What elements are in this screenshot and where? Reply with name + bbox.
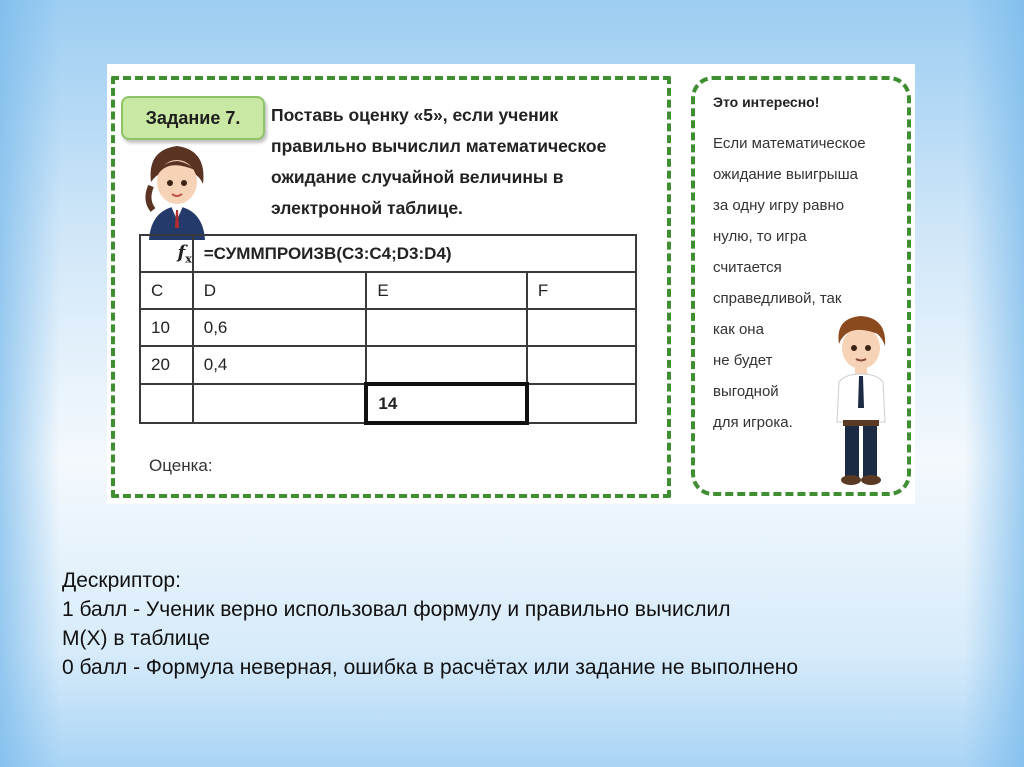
girl-illustration (137, 140, 217, 240)
info-line: как она (713, 321, 764, 338)
fx-icon: $f_x$ (140, 235, 193, 272)
table-cell: 0,4 (193, 346, 367, 384)
table-cell (527, 384, 636, 423)
slide-image-card (107, 64, 915, 504)
info-line: для игрока. (713, 414, 793, 431)
descriptor-line: 1 балл - Ученик верно использовал формулу и правильно вычислил (62, 598, 731, 621)
descriptor-text (62, 566, 982, 682)
info-line: не будет (713, 352, 773, 369)
formula-row (140, 235, 636, 272)
descriptor-line: М(Х) в таблице (62, 627, 210, 650)
descriptor-line: 0 балл - Формула неверная, ошибка в расчётах или задание не выполнено (62, 656, 799, 679)
info-line: Если математическое (713, 135, 866, 152)
info-text (713, 128, 903, 438)
info-line: за одну игру равно (713, 197, 845, 214)
table-cell (366, 309, 526, 346)
column-header: F (527, 272, 636, 309)
column-header: D (193, 272, 367, 309)
task-line: электронной таблице. (271, 198, 463, 218)
table-cell (193, 384, 367, 423)
table-row (140, 384, 636, 423)
info-line: нулю, то игра (713, 228, 807, 245)
table-cell: 10 (140, 309, 193, 346)
table-cell (140, 384, 193, 423)
table-cell (527, 309, 636, 346)
formula-cell: =СУММПРОИЗВ(C3:C4;D3:D4) (193, 235, 636, 272)
info-line: выгодной (713, 383, 779, 400)
table-cell (527, 346, 636, 384)
table-cell: 20 (140, 346, 193, 384)
info-title: Это интересно! (713, 94, 820, 110)
grade-label: Оценка: (149, 456, 213, 475)
info-line: справедливой, так (713, 290, 842, 307)
background-glow-left (0, 0, 60, 767)
column-header: E (366, 272, 526, 309)
column-header: C (140, 272, 193, 309)
info-line: считается (713, 259, 782, 276)
result-cell: 14 (366, 384, 526, 423)
task-badge: Задание 7. (121, 96, 265, 140)
task-line: Поставь оценку «5», если ученик (271, 105, 559, 125)
descriptor-heading: Дескриптор: (62, 569, 181, 592)
task-line: ожидание случайной величины в (271, 167, 564, 187)
info-line: ожидание выигрыша (713, 166, 858, 183)
table-row (140, 309, 636, 346)
spreadsheet-table (139, 234, 637, 425)
table-row (140, 346, 636, 384)
task-line: правильно вычислил математическое (271, 136, 607, 156)
header-row (140, 272, 636, 309)
task-text (271, 100, 671, 224)
table-cell (366, 346, 526, 384)
table-cell: 0,6 (193, 309, 367, 346)
